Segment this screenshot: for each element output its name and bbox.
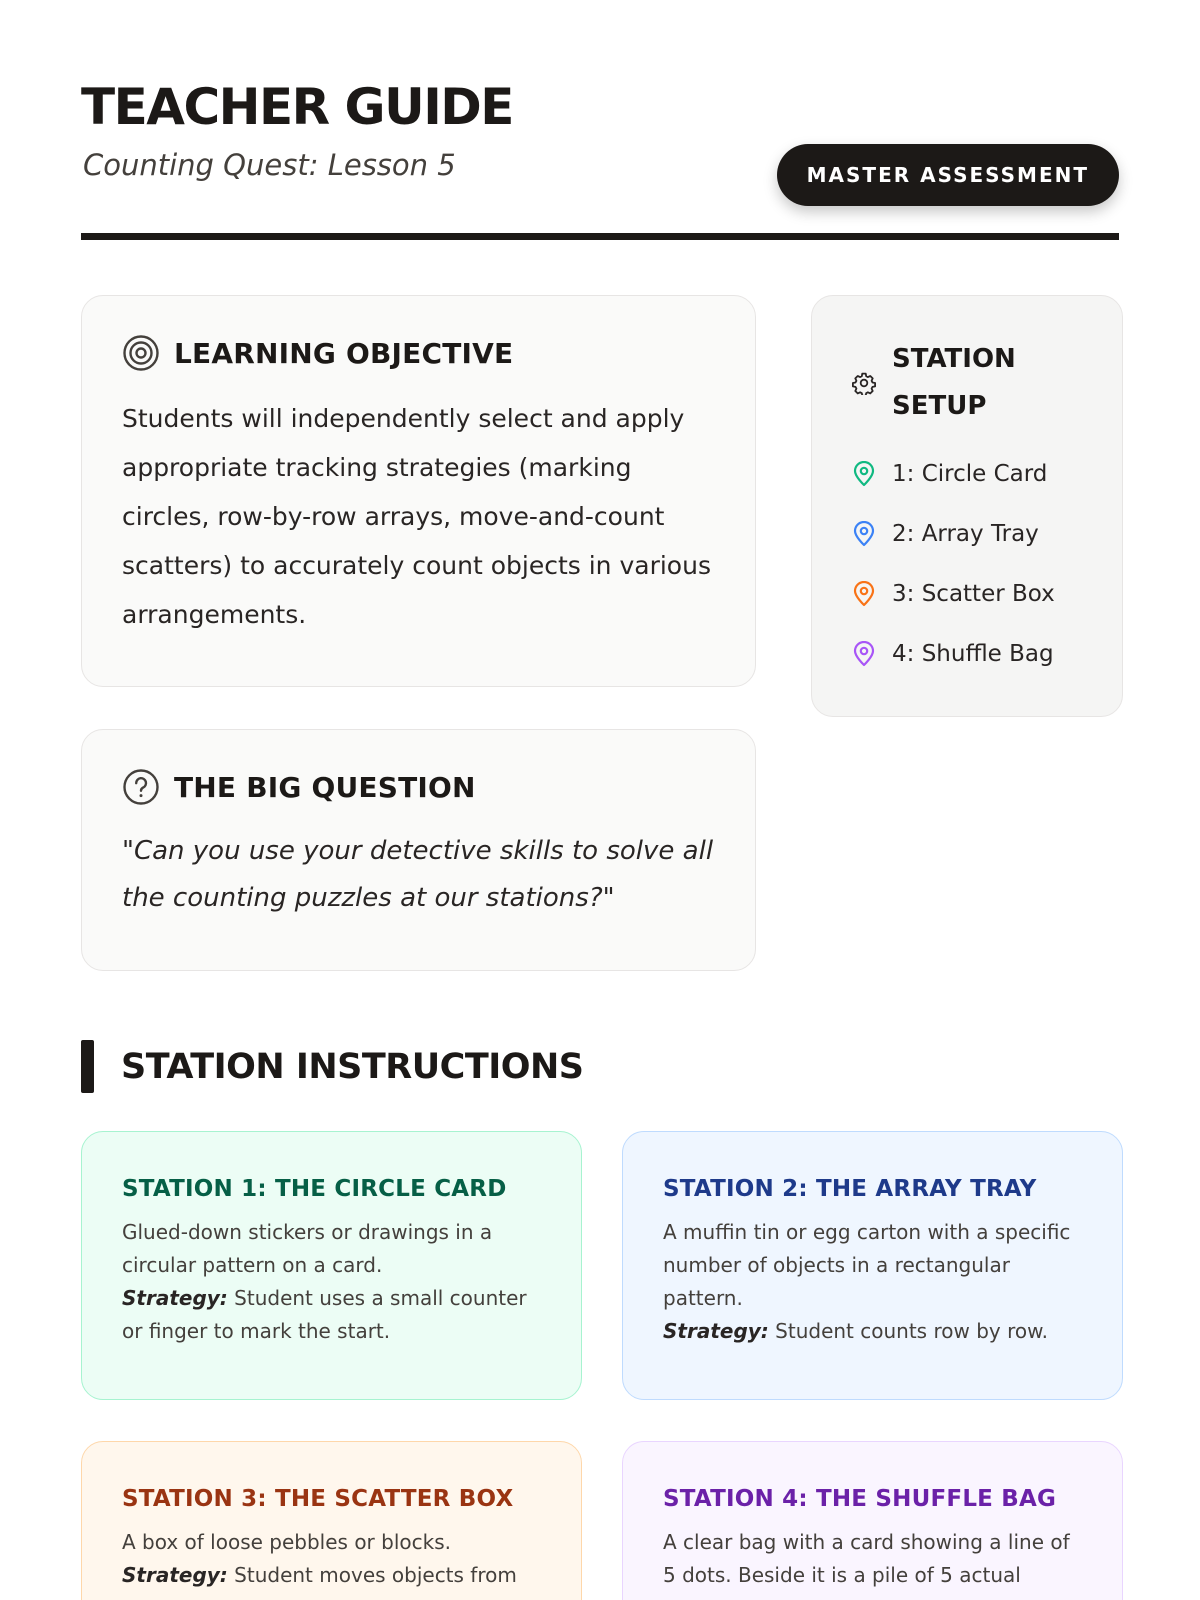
map-pin-icon: [852, 581, 876, 607]
station-title: STATION 2: THE ARRAY TRAY: [663, 1176, 1037, 1202]
station-description-text: A box of loose pebbles or blocks.: [122, 1530, 451, 1554]
station-4-card: [622, 1441, 1123, 1600]
station-setup-card: [811, 295, 1123, 717]
learning-objective-heading: [122, 334, 715, 372]
setup-item-label: 4: Shuffle Bag: [892, 641, 1054, 667]
strategy-text: Student moves objects from: [234, 1563, 517, 1587]
big-question-title: THE BIG QUESTION: [174, 770, 476, 804]
station-description: [122, 1526, 541, 1592]
station-1-card: [81, 1131, 582, 1400]
map-pin-icon: [852, 641, 876, 667]
station-setup-title: STATION SETUP: [892, 344, 1016, 421]
station-description: [122, 1216, 541, 1348]
target-icon: [122, 334, 160, 372]
setup-item-label: 2: Array Tray: [892, 521, 1039, 547]
station-setup-list: [852, 444, 1122, 684]
station-setup-heading: [852, 336, 1122, 430]
station-title: STATION 4: THE SHUFFLE BAG: [663, 1486, 1057, 1512]
station-description: [663, 1216, 1082, 1348]
station-instructions-heading: [81, 1040, 583, 1093]
station-2-card: [622, 1131, 1123, 1400]
station-description-text: Glued-down stickers or drawings in a circular pattern on a card.: [122, 1220, 493, 1277]
strategy-text: Student counts row by row.: [775, 1319, 1048, 1343]
big-question-heading: [122, 768, 715, 806]
station-title: STATION 3: THE SCATTER BOX: [122, 1486, 514, 1512]
setup-item-circle-card: [852, 444, 1122, 504]
setup-item-shuffle-bag: [852, 624, 1122, 684]
setup-item-scatter-box: [852, 564, 1122, 624]
strategy-text: Student uses a small counter or finger to mark the start.: [122, 1286, 527, 1343]
map-pin-icon: [852, 461, 876, 487]
setup-item-array-tray: [852, 504, 1122, 564]
question-circle-icon: [122, 768, 160, 806]
page-title: TEACHER GUIDE: [81, 78, 513, 136]
learning-objective-title: LEARNING OBJECTIVE: [174, 336, 514, 370]
strategy-label: Strategy:: [122, 1286, 228, 1310]
station-3-card: [81, 1441, 582, 1600]
station-description: [663, 1526, 1082, 1592]
learning-objective-text: Students will independently select and apply appropriate tracking strategies (marking circles, row-by-row arrays, move-and-count scatters) to accurately count objects in various arrangements.: [122, 404, 711, 629]
big-question-card: [81, 729, 756, 971]
station-title: STATION 1: THE CIRCLE CARD: [122, 1176, 507, 1202]
station-instructions-title: STATION INSTRUCTIONS: [121, 1046, 584, 1087]
big-question-text: "Can you use your detective skills to solve all the counting puzzles at our stations?": [122, 836, 714, 913]
station-description-text: A clear bag with a card showing a line of 5 dots. Beside it is a pile of 5 actual: [663, 1530, 1070, 1587]
map-pin-icon: [852, 521, 876, 547]
setup-item-label: 1: Circle Card: [892, 461, 1048, 487]
learning-objective-card: [81, 295, 756, 687]
lesson-subtitle: Counting Quest: Lesson 5: [83, 148, 456, 182]
page-header: [81, 0, 1119, 240]
gear-icon: [852, 371, 876, 395]
setup-item-label: 3: Scatter Box: [892, 581, 1055, 607]
strategy-label: Strategy:: [122, 1563, 228, 1587]
section-accent-bar: [81, 1040, 94, 1093]
station-description-text: A muffin tin or egg carton with a specific number of objects in a rectangular pattern.: [663, 1220, 1071, 1310]
master-assessment-button[interactable]: MASTER ASSESSMENT: [777, 144, 1119, 206]
strategy-label: Strategy:: [663, 1319, 769, 1343]
